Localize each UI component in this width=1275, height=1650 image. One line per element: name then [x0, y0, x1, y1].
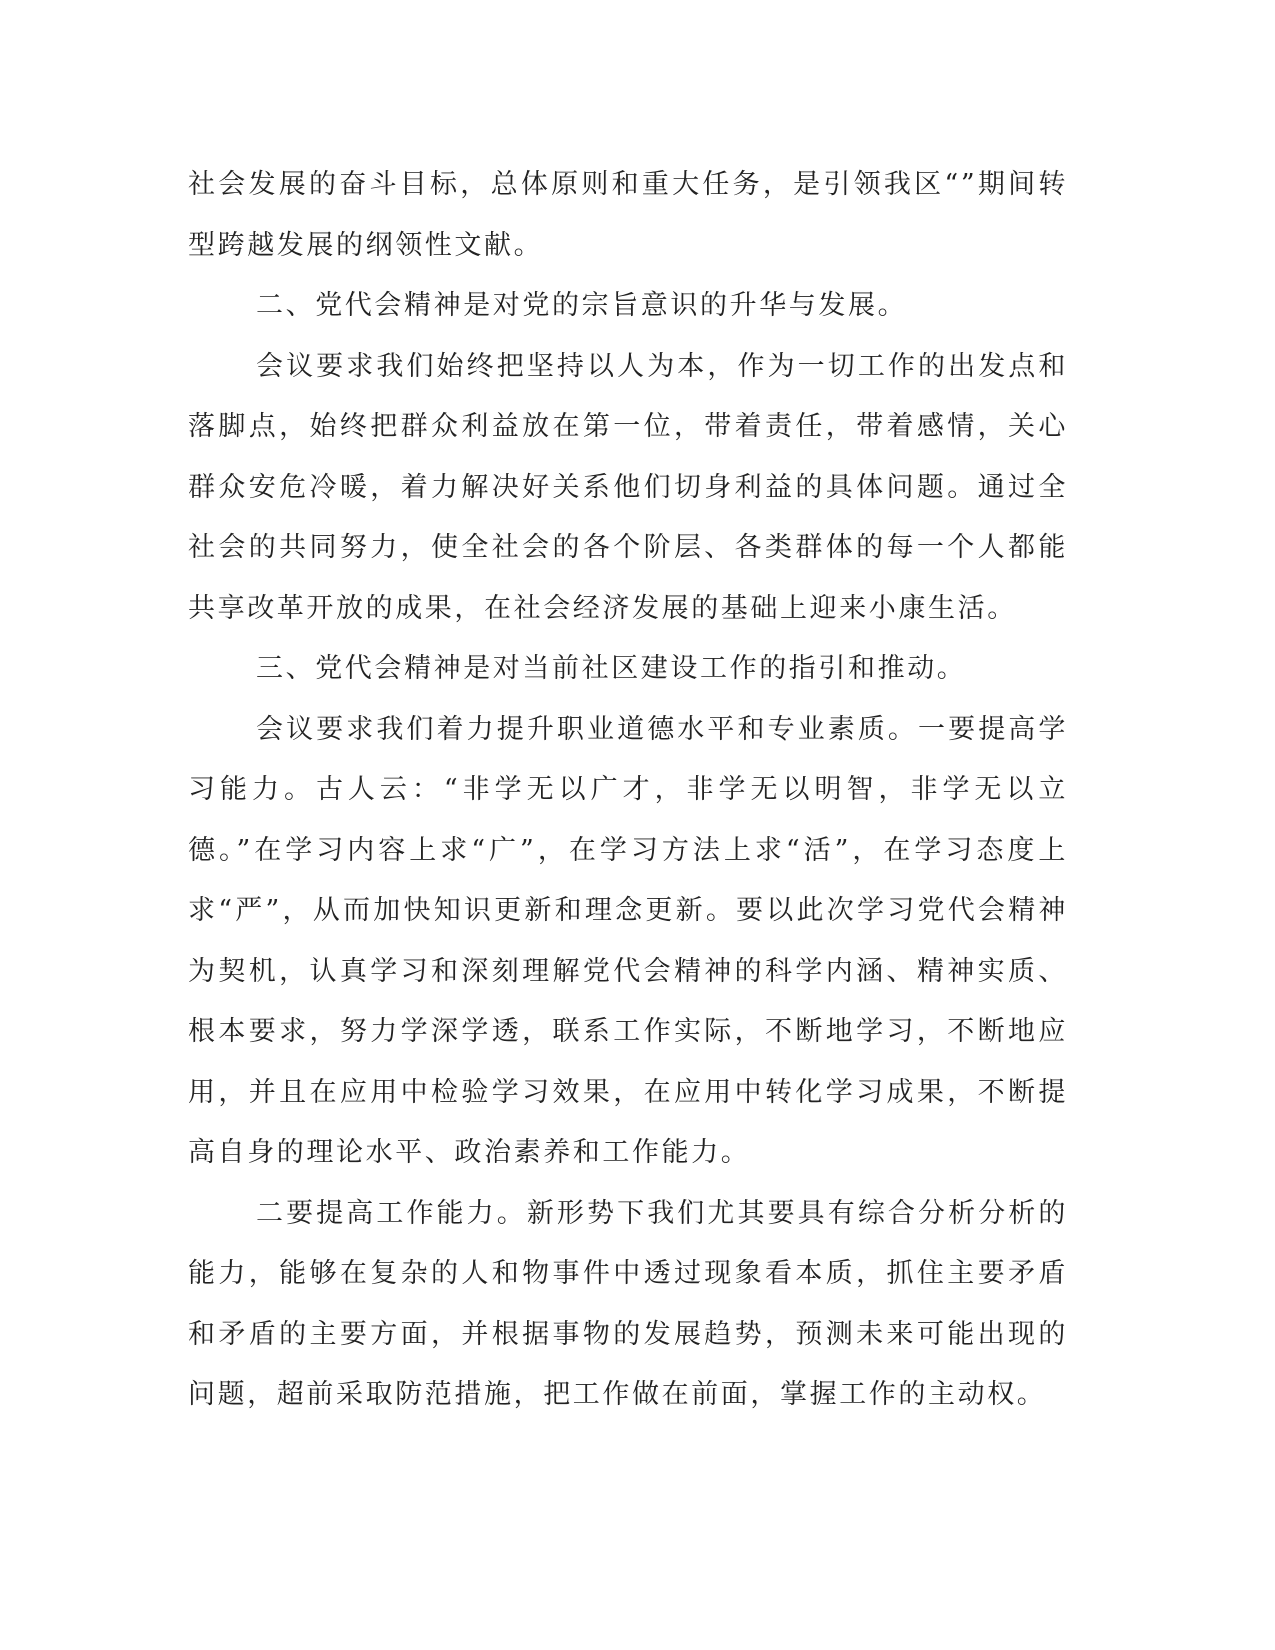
paragraph-continuation: 社会发展的奋斗目标，总体原则和重大任务，是引领我区“”期间转型跨越发展的纲领性文献。: [188, 169, 1068, 261]
paragraph-work-ability: 二要提高工作能力。新形势下我们尤其要具有综合分析分析的能力，能够在复杂的人和物事件中透过现象看本质，抓住主要矛盾和矛盾的主要方面，并根据事物的发展趋势，预测未来可能出现的问题，超前采取防范措施，把工作做在前面，掌握工作的主动权。: [188, 1197, 1068, 1410]
section-heading-two: 二、党代会精神是对党的宗旨意识的升华与发展。: [256, 290, 908, 321]
paragraph-learning-ability: 会议要求我们着力提升职业道德水平和专业素质。一要提高学习能力。古人云：“非学无以广才，非学无以明智，非学无以立德。”在学习内容上求“广”，在学习方法上求“活”，在学习态度上求“严”，从而加快知识更新和理念更新。要以此次学习党代会精神为契机，认真学习和深刻理解党代会精神的科学内涵、精神实质、根本要求，努力学深学透，联系工作实际，不断地学习，不断地应用，并且在应用中检验学习效果，在应用中转化学习成果，不断提高自身的理论水平、政治素养和工作能力。: [188, 713, 1068, 1168]
paragraph-people-oriented: 会议要求我们始终把坚持以人为本，作为一切工作的出发点和落脚点，始终把群众利益放在第一位，带着责任，带着感情，关心群众安危冷暖，着力解决好关系他们切身利益的具体问题。通过全社会的共同努力，使全社会的各个阶层、各类群体的每一个人都能共享改革开放的成果，在社会经济发展的基础上迎来小康生活。: [188, 350, 1068, 624]
document-body: [188, 155, 1068, 1426]
section-heading-three: 三、党代会精神是对当前社区建设工作的指引和推动。: [256, 653, 967, 684]
